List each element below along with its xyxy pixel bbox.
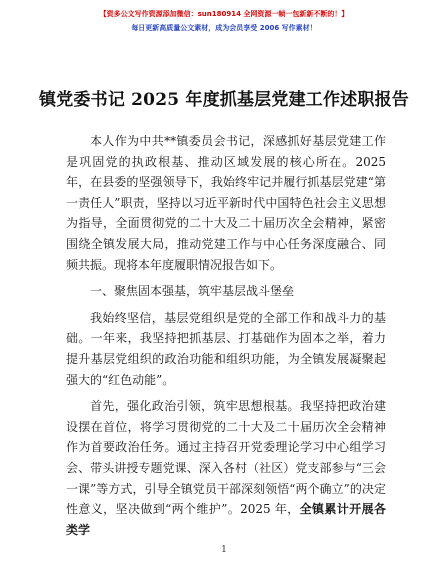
paragraph-foundation: 我始终坚信，基层党组织是党的全部工作和战斗力的基础。一年来，我坚持把抓基层、打基础作为固本之举，着力提升基层党组织的政治功能和组织功能，为全镇发展凝聚起强大的“红色动能”。	[66, 310, 386, 387]
section-heading-1: 一、聚焦固本强基，筑牢基层战斗堡垒	[90, 284, 295, 299]
paragraph-political-guidance	[66, 396, 386, 540]
paragraph-political-guidance-text: 首先，强化政治引领，筑牢思想根基。我坚持把政治建设摆在首位，将学习贯彻党的二十大及二十届历次全会精神作为首要政治任务。通过主持召开党委理论学习中心组学习会、带头讲授专题党课、深入各村（社区）党支部参与“三会一课”等方式，引导全镇党员干部深刻领悟“两个确立”的决定性意义，坚决做到“两个维护”。2025 年，	[66, 399, 386, 517]
promo-banner-line-2: 每日更新高质量公文素材，成为会员享受 2006 写作素材！	[131, 24, 317, 32]
page-number: 1	[221, 545, 227, 555]
paragraph-political-guidance-bold: 全镇累计开展各类学	[66, 502, 386, 537]
paragraph-intro: 本人作为中共**镇委员会书记，深感抓好基层党建工作是巩固党的执政根基、推动区域发展的核心所在。2025 年，在县委的坚强领导下，我始终牢记并履行抓基层党建“第一责任人”职责，坚持以习近平新时代中国特色社会主义思想为指导，全面贯彻党的二十大及二十届历次全会精神，紧密围绕全镇发展大局，推动党建工作与中心任务深度融合、同频共振。现将本年度履职情况报告如下。	[66, 134, 386, 272]
promo-banner-line-1: 【资多公文写作资源添加微信：sun180914 全网资源一帧一包新新不断的！】	[99, 10, 349, 18]
document-body	[66, 131, 386, 540]
document-title: 镇党委书记 2025 年度抓基层党建工作述职报告	[39, 90, 409, 110]
